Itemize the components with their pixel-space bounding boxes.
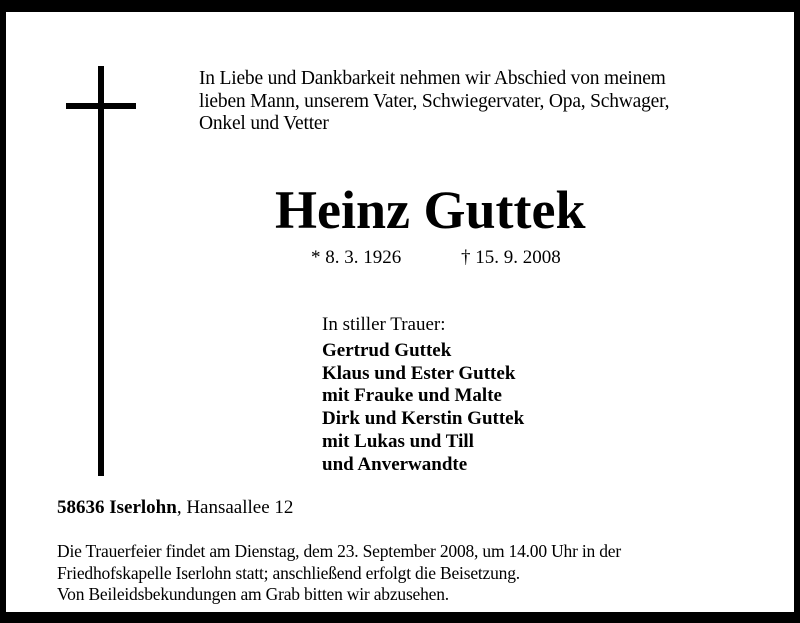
intro-line: lieben Mann, unserem Vater, Schwiegervater, Opa, Schwager, bbox=[199, 90, 670, 112]
address bbox=[57, 497, 293, 519]
intro-text bbox=[199, 68, 669, 136]
family-member: und Anverwandte bbox=[322, 453, 468, 475]
info-line: Die Trauerfeier findet am Dienstag, dem 23. September 2008, um 14.00 Uhr in der bbox=[57, 541, 621, 561]
death-date: † 15. 9. 2008 bbox=[461, 247, 561, 268]
birth-date: * 8. 3. 1926 bbox=[311, 247, 402, 268]
cross-horizontal-bar bbox=[66, 103, 136, 109]
intro-line: In Liebe und Dankbarkeit nehmen wir Abschied von meinem bbox=[199, 68, 666, 89]
family-member: Gertrud Guttek bbox=[322, 340, 452, 361]
family-member: Klaus und Ester Guttek bbox=[322, 362, 516, 384]
address-city: 58636 Iserlohn bbox=[57, 497, 177, 518]
mourning-heading: In stiller Trauer: bbox=[322, 314, 446, 335]
family-member: Dirk und Kerstin Guttek bbox=[322, 408, 525, 430]
deceased-name: Heinz Guttek bbox=[275, 180, 586, 240]
family-member: mit Frauke und Malte bbox=[322, 385, 502, 407]
cross-vertical-bar bbox=[98, 66, 104, 476]
family-list bbox=[322, 340, 524, 476]
info-line: Von Beileidsbekundungen am Grab bitten wir abzusehen. bbox=[57, 584, 449, 604]
info-line: Friedhofskapelle Iserlohn statt; anschließend erfolgt die Beisetzung. bbox=[57, 562, 520, 583]
funeral-info bbox=[57, 541, 621, 606]
family-member: mit Lukas und Till bbox=[322, 430, 474, 452]
intro-line: Onkel und Vetter bbox=[199, 113, 329, 134]
obituary-notice bbox=[6, 12, 794, 612]
address-street: , Hansaallee 12 bbox=[176, 497, 294, 518]
